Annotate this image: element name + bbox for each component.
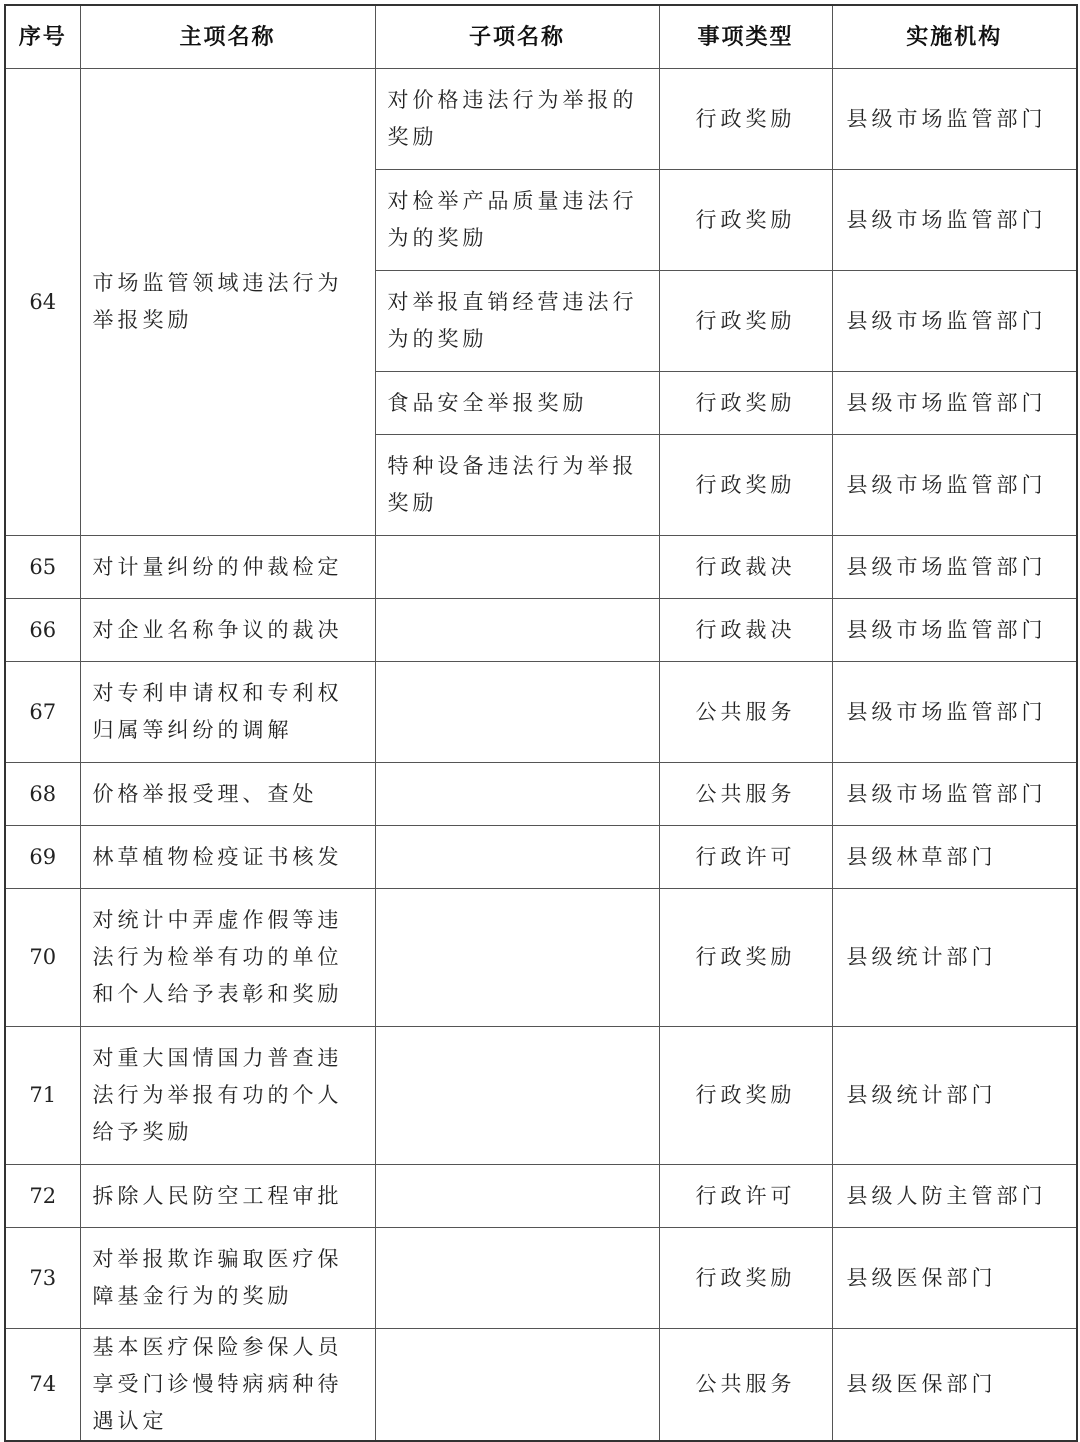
item-type: 行政奖励: [659, 372, 832, 435]
header-item-type: 事项类型: [659, 5, 832, 69]
implementing-agency: 县级市场监管部门: [832, 372, 1077, 435]
sub-item-name: [375, 826, 659, 889]
table-row: [5, 1228, 1077, 1329]
header-implementing-agency: 实施机构: [832, 5, 1077, 69]
sub-item-name: [375, 1165, 659, 1228]
table-row: [5, 599, 1077, 662]
main-item-name: 基本医疗保险参保人员享受门诊慢特病病种待遇认定: [80, 1329, 375, 1442]
main-item-name: 拆除人民防空工程审批: [80, 1165, 375, 1228]
header-sub-item: 子项名称: [375, 5, 659, 69]
sub-item-name: [375, 536, 659, 599]
table-header-row: [5, 5, 1077, 69]
table-row: [5, 1165, 1077, 1228]
sub-item-name: 特种设备违法行为举报奖励: [375, 435, 659, 536]
sub-item-name: [375, 763, 659, 826]
sub-item-name: 对检举产品质量违法行为的奖励: [375, 170, 659, 271]
item-type: 行政奖励: [659, 170, 832, 271]
item-type: 行政许可: [659, 826, 832, 889]
row-number: 72: [5, 1165, 80, 1228]
sub-item-name: [375, 599, 659, 662]
item-type: 公共服务: [659, 763, 832, 826]
sub-item-name: 食品安全举报奖励: [375, 372, 659, 435]
table-row: [5, 826, 1077, 889]
row-number: 74: [5, 1329, 80, 1442]
sub-item-name: 对价格违法行为举报的奖励: [375, 69, 659, 170]
sub-item-name: 对举报直销经营违法行为的奖励: [375, 271, 659, 372]
implementing-agency: 县级医保部门: [832, 1329, 1077, 1442]
main-item-name: 对专利申请权和专利权归属等纠纷的调解: [80, 662, 375, 763]
header-no: 序号: [5, 5, 80, 69]
item-type: 行政奖励: [659, 1228, 832, 1329]
implementing-agency: 县级市场监管部门: [832, 170, 1077, 271]
table-row: [5, 662, 1077, 763]
items-table-sheet: [4, 4, 1076, 1438]
table-row: [5, 889, 1077, 1027]
sub-item-name: [375, 662, 659, 763]
row-number: 70: [5, 889, 80, 1027]
table-row: [5, 1329, 1077, 1442]
table-row: [5, 1027, 1077, 1165]
main-item-name: 对企业名称争议的裁决: [80, 599, 375, 662]
implementing-agency: 县级市场监管部门: [832, 271, 1077, 372]
main-item-name: 价格举报受理、查处: [80, 763, 375, 826]
sub-item-name: [375, 1228, 659, 1329]
implementing-agency: 县级统计部门: [832, 1027, 1077, 1165]
row-number: 69: [5, 826, 80, 889]
implementing-agency: 县级市场监管部门: [832, 662, 1077, 763]
sub-item-name: [375, 1027, 659, 1165]
table-row: [5, 69, 1077, 170]
implementing-agency: 县级市场监管部门: [832, 599, 1077, 662]
implementing-agency: 县级医保部门: [832, 1228, 1077, 1329]
implementing-agency: 县级林草部门: [832, 826, 1077, 889]
item-type: 公共服务: [659, 662, 832, 763]
row-number: 68: [5, 763, 80, 826]
row-number: 71: [5, 1027, 80, 1165]
implementing-agency: 县级市场监管部门: [832, 435, 1077, 536]
sub-item-name: [375, 889, 659, 1027]
main-item-name: 林草植物检疫证书核发: [80, 826, 375, 889]
main-item-name: 对重大国情国力普查违法行为举报有功的个人给予奖励: [80, 1027, 375, 1165]
row-number: 67: [5, 662, 80, 763]
implementing-agency: 县级市场监管部门: [832, 536, 1077, 599]
items-table: [4, 4, 1078, 1442]
row-number: 64: [5, 69, 80, 536]
main-item-name: 对计量纠纷的仲裁检定: [80, 536, 375, 599]
row-number: 65: [5, 536, 80, 599]
implementing-agency: 县级市场监管部门: [832, 69, 1077, 170]
main-item-name: 对统计中弄虚作假等违法行为检举有功的单位和个人给予表彰和奖励: [80, 889, 375, 1027]
item-type: 公共服务: [659, 1329, 832, 1442]
item-type: 行政许可: [659, 1165, 832, 1228]
main-item-name: 市场监管领域违法行为举报奖励: [80, 69, 375, 536]
main-item-name: 对举报欺诈骗取医疗保障基金行为的奖励: [80, 1228, 375, 1329]
item-type: 行政奖励: [659, 271, 832, 372]
sub-item-name: [375, 1329, 659, 1442]
item-type: 行政奖励: [659, 889, 832, 1027]
item-type: 行政奖励: [659, 435, 832, 536]
item-type: 行政裁决: [659, 536, 832, 599]
implementing-agency: 县级市场监管部门: [832, 763, 1077, 826]
row-number: 73: [5, 1228, 80, 1329]
item-type: 行政奖励: [659, 69, 832, 170]
implementing-agency: 县级人防主管部门: [832, 1165, 1077, 1228]
header-main-item: 主项名称: [80, 5, 375, 69]
row-number: 66: [5, 599, 80, 662]
table-row: [5, 763, 1077, 826]
item-type: 行政裁决: [659, 599, 832, 662]
table-row: [5, 536, 1077, 599]
implementing-agency: 县级统计部门: [832, 889, 1077, 1027]
item-type: 行政奖励: [659, 1027, 832, 1165]
